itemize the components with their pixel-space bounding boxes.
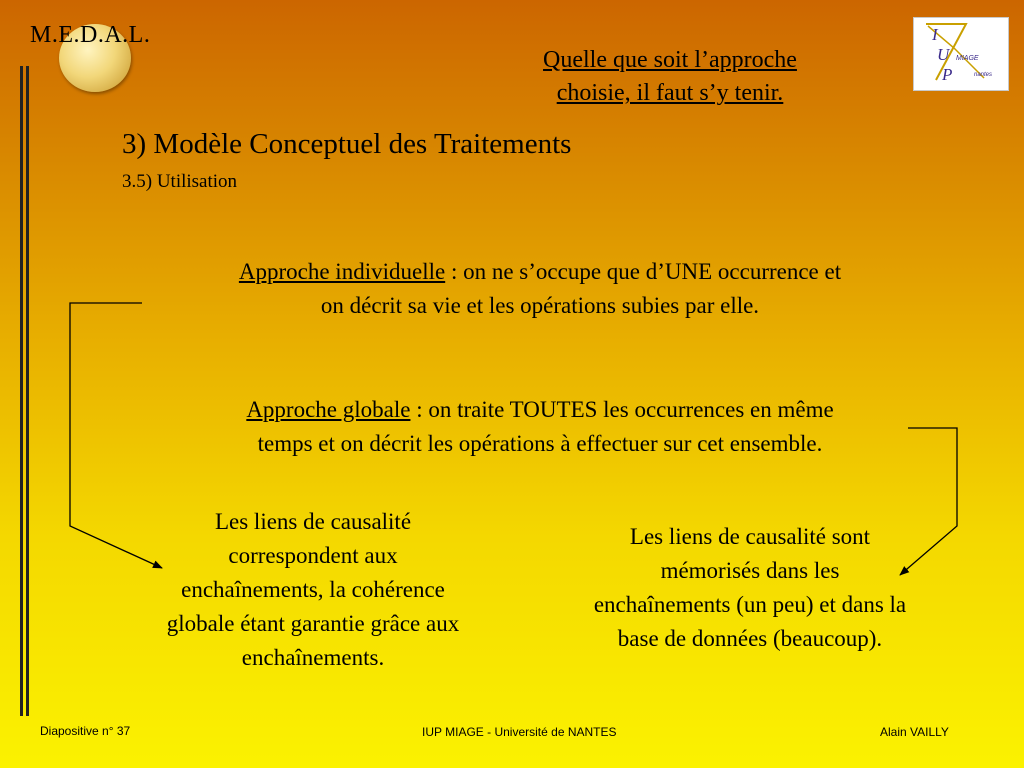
approach-individual-definition: : on ne s’occupe que d’UNE occurrence et xyxy=(445,259,842,284)
consequence-global-line: mémorisés dans les xyxy=(660,558,840,583)
consequence-individual-line: enchaînements, la cohérence xyxy=(181,577,445,602)
consequence-global-line: Les liens de causalité sont xyxy=(629,524,871,549)
approach-individual-term: Approche individuelle xyxy=(238,259,446,284)
footer-institution: IUP MIAGE - Université de NANTES xyxy=(422,725,617,739)
logo-letter-p: P xyxy=(942,65,953,84)
consequence-individual-line: globale étant garantie grâce aux xyxy=(166,611,460,636)
footer-author: Alain VAILLY xyxy=(880,725,949,739)
logo-letter-u: U xyxy=(937,45,950,64)
approach-individual-line-2: on décrit sa vie et les opérations subies par elle. xyxy=(320,293,760,318)
approach-global-term: Approche globale xyxy=(246,397,411,422)
consequence-global-line: base de données (beaucoup). xyxy=(617,626,883,651)
brand-title: M.E.D.A.L. xyxy=(30,22,151,48)
arrow-global-to-consequence xyxy=(900,428,957,575)
footer-slide-number: Diapositive n° 37 xyxy=(40,724,131,738)
slide-title: 3) Modèle Conceptuel des Traitements xyxy=(122,128,572,160)
logo-letter-i: I xyxy=(932,25,938,44)
logo-word-nantes: nantes xyxy=(974,72,993,78)
approach-global-definition: : on traite TOUTES les occurrences en même xyxy=(410,397,834,422)
quote-line-1: Quelle que soit l’approche xyxy=(543,47,797,73)
quote-line-2: choisie, il faut s’y tenir. xyxy=(556,80,784,106)
arrow-individual-to-consequence xyxy=(70,303,162,568)
approach-global-line-2: temps et on décrit les opérations à effectuer sur cet ensemble. xyxy=(257,431,823,456)
consequence-individual-line: enchaînements. xyxy=(241,645,385,670)
consequence-individual-line: Les liens de causalité xyxy=(214,509,412,534)
consequence-global-line: enchaînements (un peu) et dans la xyxy=(593,592,907,617)
logo-word-miage: MIAGE xyxy=(956,55,979,62)
consequence-individual-line: correspondent aux xyxy=(228,543,398,568)
slide-subtitle: 3.5) Utilisation xyxy=(122,171,238,192)
